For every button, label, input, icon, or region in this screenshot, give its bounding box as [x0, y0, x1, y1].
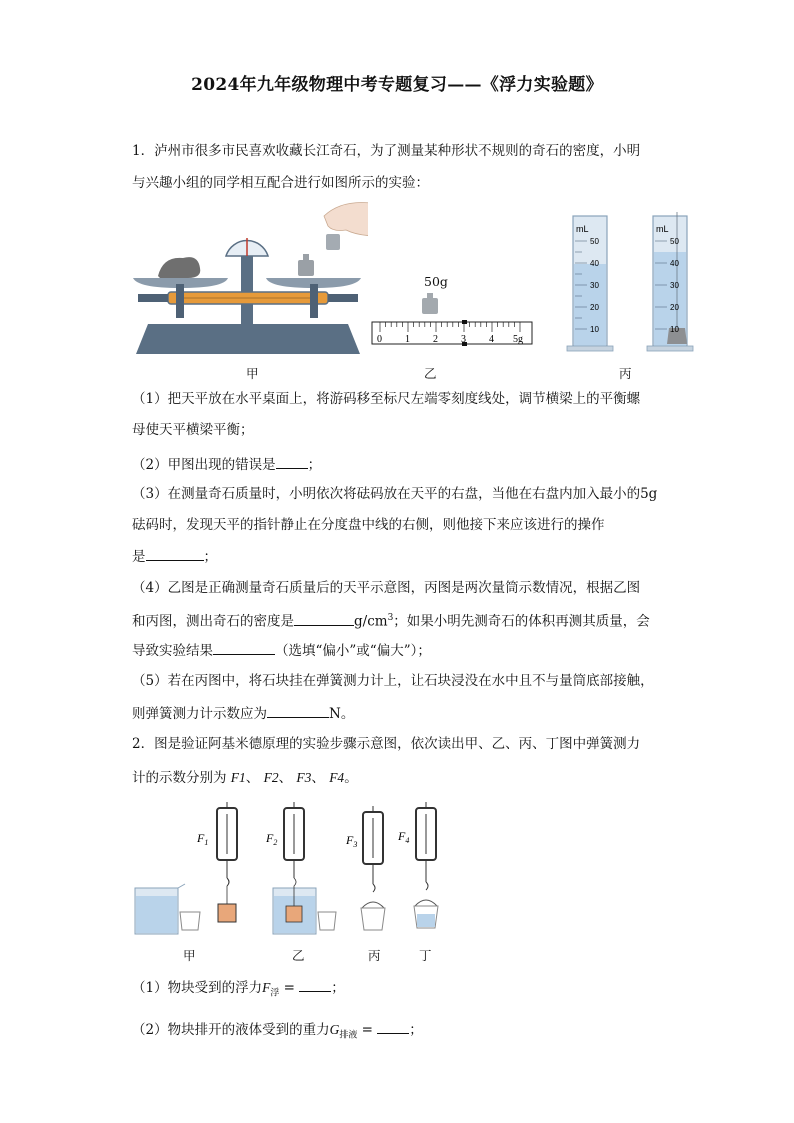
svg-text:10: 10 — [590, 325, 599, 334]
answer-blank-q2-1[interactable] — [299, 977, 331, 992]
svg-text:50: 50 — [670, 237, 679, 246]
archimedes-experiment-figure — [130, 800, 460, 940]
balance-scale-figure — [128, 196, 368, 361]
svg-text:mL: mL — [576, 224, 589, 234]
base — [136, 324, 360, 354]
cup-jia — [180, 912, 200, 930]
answer-blank-q1-3[interactable] — [146, 546, 204, 561]
q2-label-bing: 丙 — [368, 948, 381, 963]
bucket-empty — [361, 908, 385, 930]
svg-text:30: 30 — [670, 281, 679, 290]
svg-text:30: 30 — [590, 281, 599, 290]
rider-ruler — [372, 322, 532, 344]
q1-part1-line2: 母使天平横梁平衡； — [132, 422, 254, 438]
label-F2: $F_2$ — [266, 831, 278, 847]
figure-label-yi: 乙 — [424, 366, 437, 381]
force-F1: F1 — [230, 770, 246, 785]
held-weight — [326, 234, 340, 250]
ruler-tick-0: 0 — [377, 334, 382, 345]
label-F1: $F_1$ — [197, 831, 209, 847]
q1-intro-line1: 1．泸州市很多市民喜欢收藏长江奇石，为了测量某种形状不规则的奇石的密度，小明 — [132, 143, 641, 159]
force-F4: F4 — [329, 770, 345, 785]
page-title: 2024年九年级物理中考专题复习——《浮力实验题》 — [191, 75, 603, 95]
ruler-tick-1: 1 — [405, 334, 410, 345]
svg-text:20: 20 — [590, 303, 599, 312]
cube-yi — [286, 906, 302, 922]
rider-marker-top — [462, 320, 467, 324]
answer-blank-q2-2[interactable] — [377, 1019, 409, 1034]
q1-part3-line2: 砝码时，发现天平的指针静止在分度盘中线的右侧，则他接下来应该进行的操作 — [132, 517, 605, 533]
figure-label-bing: 丙 — [619, 366, 632, 381]
ruler-tick-2: 2 — [433, 334, 438, 345]
q1-part5-line1: （5）若在丙图中，将石块挂在弹簧测力计上，让石块浸没在水中且不与量筒底部接触， — [132, 673, 654, 689]
svg-text:mL: mL — [656, 224, 669, 234]
answer-blank-q1-4a[interactable] — [294, 611, 354, 626]
answer-blank-q1-2[interactable] — [276, 454, 308, 469]
label-F4: $F_4$ — [398, 829, 410, 845]
figure-label-jia: 甲 — [246, 366, 259, 381]
svg-text:40: 40 — [670, 259, 679, 268]
rider-scale-figure — [370, 292, 535, 352]
svg-text:50: 50 — [590, 237, 599, 246]
ruler-tick-5g: 5g — [513, 334, 523, 345]
q2-part2: （2）物块排开的液体受到的重力$G_{排液}$ = ； — [132, 1019, 423, 1045]
q1-part2: （2）甲图出现的错误是 ； — [132, 454, 321, 474]
svg-text:20: 20 — [670, 303, 679, 312]
ruler-tick-3: 3 — [461, 334, 466, 345]
q1-part4-line3: 导致实验结果 （选填“偏小”或“偏大”）； — [132, 640, 431, 660]
q2-label-yi: 乙 — [292, 948, 305, 963]
answer-blank-q1-4b[interactable] — [213, 640, 275, 655]
q1-part5-line2: 则弹簧测力计示数应为 N。 — [132, 703, 354, 723]
weight-50g — [422, 298, 438, 314]
ruler-tick-4: 4 — [489, 334, 494, 345]
q1-part1-line1: （1）把天平放在水平桌面上，将游码移至标尺左端零刻度线处，调节横梁上的平衡螺 — [132, 391, 641, 407]
q2-label-ding: 丁 — [419, 948, 432, 963]
answer-blank-q1-5[interactable] — [267, 703, 329, 718]
force-F3: F3 — [296, 770, 312, 785]
q1-part3-line3: 是 ； — [132, 546, 217, 566]
hand-illustration — [324, 203, 368, 237]
weight-50g-label: 50g — [424, 274, 448, 289]
q2-label-jia: 甲 — [183, 948, 196, 963]
pan-weight — [298, 260, 314, 276]
svg-text:10: 10 — [670, 325, 679, 334]
q1-part4-line2: 和丙图，测出奇石的密度是 $g/cm^3$；如果小明先测奇石的体积再测其质量，会 — [132, 609, 650, 631]
cup-yi — [318, 912, 336, 930]
q1-part3-line1: （3）在测量奇石质量时，小明依次将砝码放在天平的右盘，当他在右盘内加入最小的5g — [132, 486, 658, 502]
graduated-cylinders-figure — [565, 212, 695, 354]
q2-part1: （1）物块受到的浮力$F_浮$ = ； — [132, 977, 345, 1003]
q1-part4-line1: （4）乙图是正确测量奇石质量后的天平示意图，丙图是两次量筒示数情况，根据乙图 — [132, 580, 641, 596]
cube-jia — [218, 904, 236, 922]
rock — [158, 257, 200, 278]
q1-intro-line2: 与兴趣小组的同学相互配合进行如图所示的实验： — [132, 175, 429, 191]
label-F3: $F_3$ — [346, 833, 358, 849]
q2-intro-line1: 2．图是验证阿基米德原理的实验步骤示意图，依次读出甲、乙、丙、丁图中弹簧测力 — [132, 736, 641, 752]
svg-text:40: 40 — [590, 259, 599, 268]
force-F2: F2 — [263, 770, 279, 785]
q2-intro-line2: 计的示数分别为 F1、 F2、 F3、 F4。 — [132, 770, 358, 786]
